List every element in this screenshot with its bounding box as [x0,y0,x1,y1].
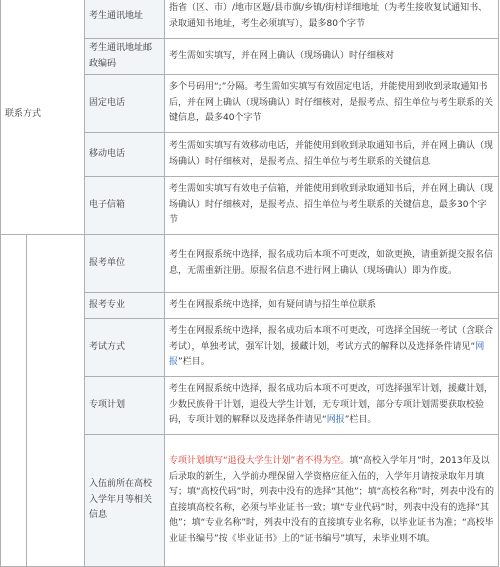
field-description [165,377,499,435]
field-name: 移动电话 [85,133,165,177]
table-row [1,235,499,293]
field-name: 考生通讯地址 [85,0,165,39]
desc-text: 填“高校入学年月”时，2013年及以后录取的新生，入学前办理保留入学资格应征入伍的，入学年月请按录取年月填写；填“高校代码”时，列表中没有的选择“其他”；填“高校名称”时，列表中没有的直接填高校名称，必须与毕业证书一致；填“专业代码”时，列表中没有的选择“其他”；填“专业名称”时，列表中没有的直接填专业名称，以毕业证书为准；“高校毕业证书编号”按《毕业证书》上的“证书编号”填写，未毕业则不填。 [169,456,494,544]
field-description: 指省（区、市）/地市区题/县市旗/乡镇/街村详细地址（为考生接收复试通知书、录取通知书地址，考生必须填写），最多80个字节 [165,0,499,39]
desc-text: ”栏目。 [344,415,377,426]
field-name: 电子信箱 [85,177,165,235]
field-description: 考生需如实填写，并在网上确认（现场确认）时仔细核对 [165,39,499,75]
field-description [165,435,499,567]
desc-text: 考生在网报系统中选择，报名成功后本项不可更改，可选择强军计划，援藏计划，少数民族骨干计划，退役大学生计划，无专项计划，部分专项计划需要获取校验码，专项计划的解释以及选择条件请见“ [169,384,494,426]
field-name: 考试方式 [85,319,165,377]
section-sublabel-apply [27,235,85,567]
field-description: 考生需如实填写有效移动电话，并能使用到收到录取通知书后，并在网上确认（现场确认）时仔细核对，是报考点、招生单位与考生联系的关键信息 [165,133,499,177]
field-description: 考生需如实填写有效电子信箱，并能使用到收到录取通知书后，并在网上确认（现场确认）时仔细核对，是报考点、招生单位与考生联系的关键信息，最多30个字节 [165,177,499,235]
field-description: 考生在网报系统中选择，报名成功后本项不可更改，如欲更换，请重新提交报名信息，无需重新注册。原报名信息不进行网上确认（现场确认）即为作废。 [165,235,499,293]
field-name: 考生通讯地址邮政编码 [85,39,165,75]
section-label-apply [1,235,27,567]
field-description: 考生在网报系统中选择，如有疑问请与招生单位联系 [165,293,499,319]
field-name: 报考单位 [85,235,165,293]
desc-text: 考生在网报系统中选择，报名成功后本项不可更改，可选择全国统一考试（含联合考试），单独考试，强军计划，援藏计划，考试方式的解释以及选择条件请见“ [169,326,494,352]
field-description: 多个号码用“;”分隔。考生需如实填写有效固定电话，并能使用到收到录取通知书后，并在网上确认（现场确认）时仔细核对，是报考点、招生单位与考生联系的关键信息，最多40个字节 [165,75,499,133]
section-label-contact: 联系方式 [1,0,85,235]
field-name: 专项计划 [85,377,165,435]
wangbao-link[interactable]: 网报 [326,415,345,426]
table-row [1,0,499,39]
desc-text: ”栏目。 [178,357,210,368]
required-note: 专项计划填写“退役大学生计划”者不得为空。 [169,456,350,466]
field-name: 固定电话 [85,75,165,133]
field-name: 入伍前所在高校入学年月等相关信息 [85,435,165,567]
wangbao-link[interactable]: 网报 [169,341,485,368]
field-description [165,319,499,377]
field-name: 报考专业 [85,293,165,319]
